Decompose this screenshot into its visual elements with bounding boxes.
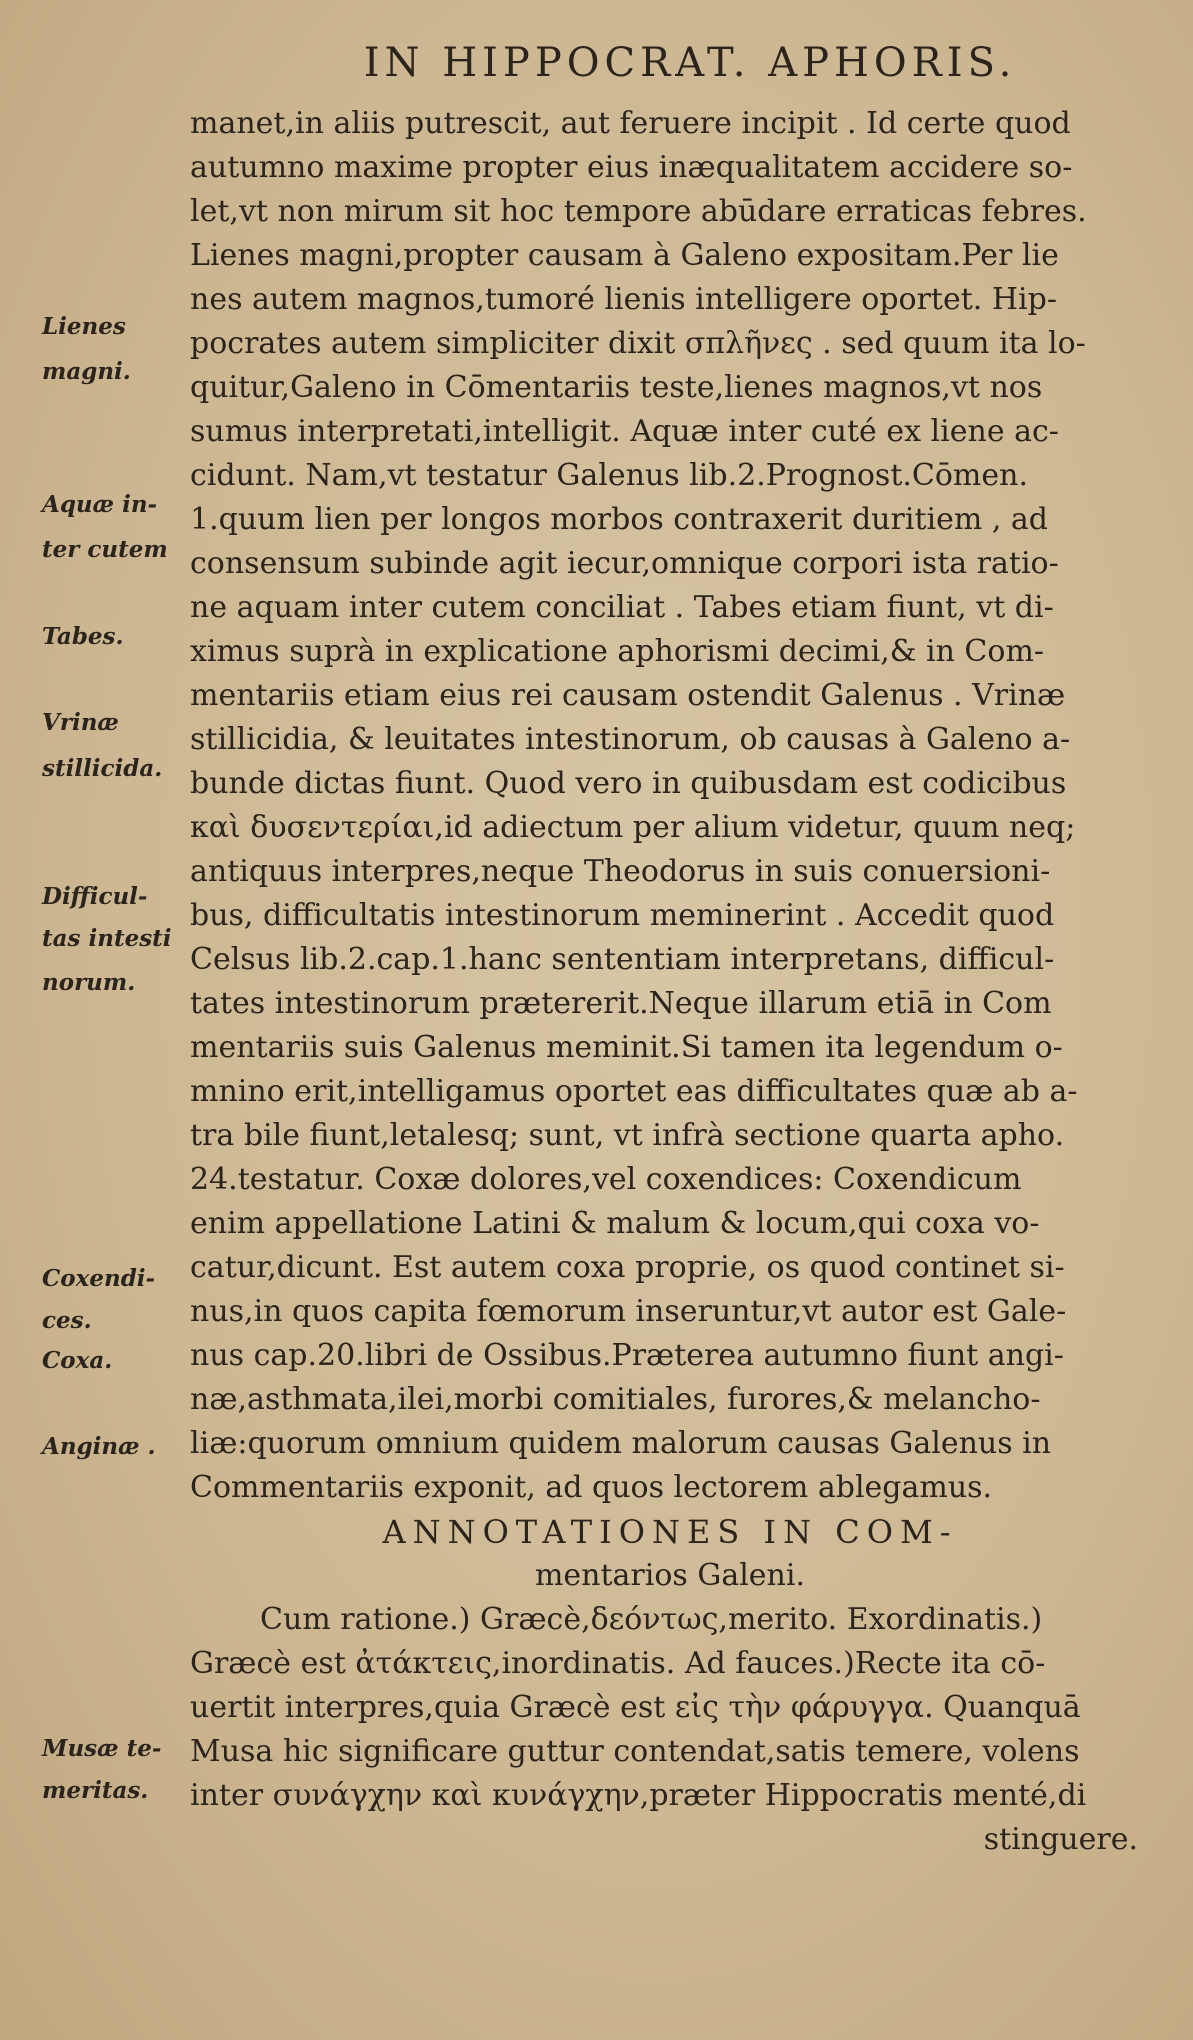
margin-note: Anginæ . xyxy=(42,1433,156,1460)
text-line: næ,asthmata,ilei,morbi comitiales, furores,& melancho- xyxy=(190,1382,1041,1417)
text-line: consensum subinde agit iecur,omnique corpori ista ratio- xyxy=(190,546,1059,581)
text-line: stinguere. xyxy=(983,1822,1138,1857)
text-line: nes autem magnos,tumoré lienis intelligere oportet. Hip- xyxy=(190,282,1057,317)
text-line: καὶ δυσεντερίαι,id adiectum per alium videtur, quum neq; xyxy=(190,810,1076,845)
margin-note: magni. xyxy=(42,358,131,385)
text-line: antiquus interpres,neque Theodorus in suis conuersioni- xyxy=(190,854,1051,889)
text-line: liæ:quorum omnium quidem malorum causas Galenus in xyxy=(190,1426,1052,1461)
text-line: mnino erit,intelligamus oportet eas difficultates quæ ab a- xyxy=(190,1074,1078,1109)
text-line: sumus interpretati,intelligit. Aquæ inter cuté ex liene ac- xyxy=(190,414,1059,449)
text-line: cidunt. Nam,vt testatur Galenus lib.2.Prognost.Cōmen. xyxy=(190,458,1028,493)
margin-note: Vrinæ xyxy=(42,709,119,736)
margin-note: norum. xyxy=(42,969,136,996)
text-line: tates intestinorum prætererit.Neque illarum etiā in Com xyxy=(190,986,1052,1021)
margin-note: Difficul- xyxy=(42,883,148,910)
text-line: stillicidia, & leuitates intestinorum, ob causas à Galeno a- xyxy=(190,722,1071,757)
text-line: catur,dicunt. Est autem coxa proprie, os quod continet si- xyxy=(190,1250,1065,1285)
text-line: uertit interpres,quia Græcè est εἰς τὴν φάρυγγα. Quanquā xyxy=(190,1690,1081,1725)
text-line: nus,in quos capita fœmorum inseruntur,vt autor est Gale- xyxy=(190,1294,1067,1329)
text-line: 24.testatur. Coxæ dolores,vel coxendices: Coxendicum xyxy=(190,1162,1022,1197)
text-line: 1.quum lien per longos morbos contraxerit duritiem , ad xyxy=(190,502,1048,537)
margin-note: meritas. xyxy=(42,1777,149,1804)
text-line: bunde dictas fiunt. Quod vero in quibusdam est codicibus xyxy=(190,766,1067,801)
main-text-block xyxy=(190,102,1150,1862)
running-header: IN HIPPOCRAT. APHORIS. xyxy=(363,40,1017,86)
text-line: quitur,Galeno in Cōmentariis teste,lienes magnos,vt nos xyxy=(190,370,1043,405)
margin-note: Aquæ in- xyxy=(42,491,158,518)
margin-note: Tabes. xyxy=(42,623,124,650)
margin-note: Lienes xyxy=(42,313,126,340)
margin-note: Musæ te- xyxy=(42,1735,162,1762)
margin-note: tas intesti xyxy=(42,925,172,952)
text-line: bus, difficultatis intestinorum meminerint . Accedit quod xyxy=(190,898,1055,933)
text-line: mentariis suis Galenus meminit.Si tamen ita legendum o- xyxy=(190,1030,1063,1065)
margin-note: ces. xyxy=(42,1307,92,1334)
text-line: inter συνάγχην καὶ κυνάγχην,præter Hippocratis menté,di xyxy=(190,1778,1087,1813)
text-line: manet,in aliis putrescit, aut feruere incipit . Id certe quod xyxy=(190,106,1071,141)
text-line: Lienes magni,propter causam à Galeno expositam.Per lie xyxy=(190,238,1059,273)
text-line: ximus suprà in explicatione aphorismi decimi,& in Com- xyxy=(190,634,1045,669)
section-subheading: mentarios Galeni. xyxy=(534,1558,806,1593)
text-line: Commentariis exponit, ad quos lectorem ablegamus. xyxy=(190,1470,993,1505)
text-line: pocrates autem simpliciter dixit σπλῆνες . sed quum ita lo- xyxy=(190,326,1086,361)
text-line: Græcè est ἀτάκτεις,inordinatis. Ad fauces.)Recte ita cō- xyxy=(190,1646,1046,1681)
text-line: autumno maxime propter eius inæqualitatem accidere so- xyxy=(190,150,1073,185)
text-line: tra bile fiunt,letalesq; sunt, vt infrà sectione quarta apho. xyxy=(190,1118,1065,1153)
text-line: Musa hic significare guttur contendat,satis temere, volens xyxy=(190,1734,1080,1769)
text-line: Celsus lib.2.cap.1.hanc sententiam interpretans, difficul- xyxy=(190,942,1055,977)
margin-note: Coxa. xyxy=(42,1347,113,1374)
text-line: enim appellatione Latini & malum & locum,qui coxa vo- xyxy=(190,1206,1040,1241)
margin-note: Coxendi- xyxy=(42,1265,156,1292)
text-line: mentariis etiam eius rei causam ostendit Galenus . Vrinæ xyxy=(190,678,1066,713)
text-line: ne aquam inter cutem conciliat . Tabes etiam fiunt, vt di- xyxy=(190,590,1054,625)
text-line: Cum ratione.) Græcè,δεόντως,merito. Exordinatis.) xyxy=(260,1602,1043,1637)
margin-note: ter cutem xyxy=(42,536,168,563)
section-heading: ANNOTATIONES IN COM- xyxy=(382,1513,958,1551)
text-line: let,vt non mirum sit hoc tempore abūdare erraticas febres. xyxy=(190,194,1087,229)
margin-note: stillicida. xyxy=(42,755,163,782)
text-line: nus cap.20.libri de Ossibus.Præterea autumno fiunt angi- xyxy=(190,1338,1064,1373)
